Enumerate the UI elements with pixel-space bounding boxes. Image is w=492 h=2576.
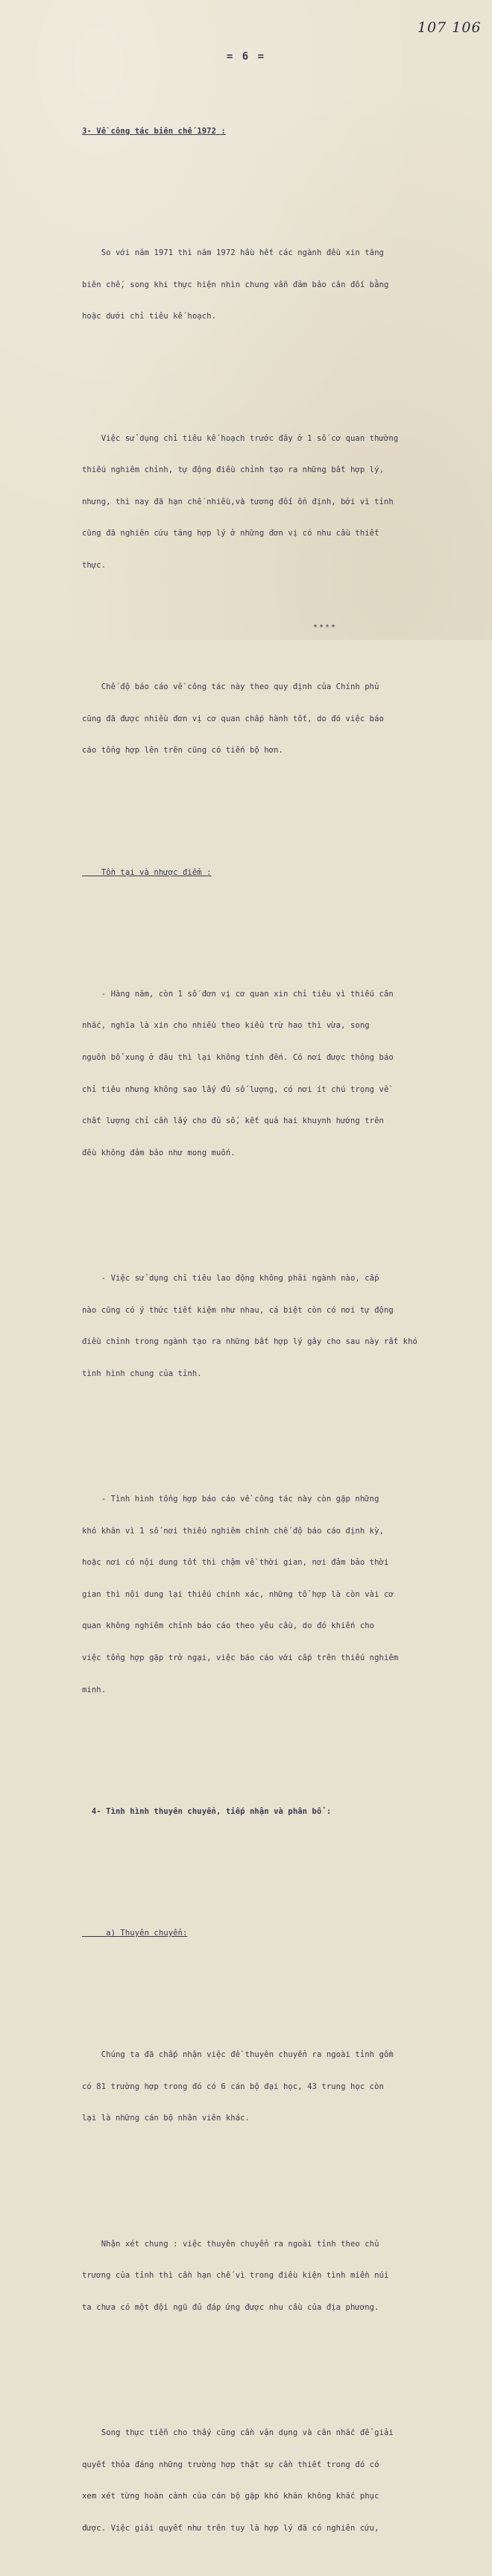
section-heading-bien-che [82,105,481,158]
text-line: cũng đã nghiên cứu tăng hợp lý ở những đơn vị có nhu cầu thiết [82,529,379,538]
text-line: So với năm 1971 thì năm 1972 hầu hết các ngành đều xin tăng [82,248,384,258]
text-line: 3- Về công tác biên chế 1972 : [82,127,226,136]
text-line: chất lượng chỉ cần lấy cho đủ số, kết quả hai khuynh hướng trên [82,1116,384,1126]
paragraph [82,1473,481,1717]
text-line: biên chế, song khi thực hiện nhìn chung vẫn đảm bảo cân đối bằng [82,280,389,289]
text-line: nguồn bổ xung ở đâu thì lại không tính đến. Có nơi được thông báo [82,1053,394,1063]
text-line: lại là những cán bộ nhân viên khác. [82,2114,250,2123]
paragraph [82,2029,481,2145]
section-heading-ton-tai [82,846,481,899]
paragraph [82,227,481,343]
text-line: thiếu nghiêm chỉnh, tự động điều chỉnh tạo ra những bất hợp lý, [82,465,384,475]
text-line: ta chưa có một đội ngũ đủ đáp ứng được nhu cầu của địa phương. [82,2302,379,2312]
text-line: hoặc dưới chỉ tiêu kế hoạch. [82,312,216,321]
subsection-heading [82,1907,481,1960]
text-line: Chúng ta đã chấp nhận việc đề thuyên chuyển ra ngoài tỉnh gồm [82,2050,394,2060]
text-line: đều không đảm bảo như mong muốn. [82,1148,236,1157]
text-line: - Tình hình tổng hợp báo cáo về công tác này còn gặp những [82,1495,379,1504]
text-line: Chế độ báo cáo về công tác này theo quy định của Chính phủ [82,682,379,692]
paragraph [82,2407,481,2555]
handwritten-page-number: 107 106 [417,19,482,36]
paragraph [82,2217,481,2334]
text-line: Tồn tại và nhược điểm : [82,867,212,877]
text-line: quyết thỏa đáng những trường hợp thật sự cần thiết trong đó có [82,2460,379,2469]
text-line: trương của tỉnh thì cần hạn chế vì trong điều kiện tình miền núi [82,2271,389,2281]
text-line: 4- Tình hình thuyên chuyển, tiếp nhận và phân bổ : [82,1806,332,1816]
text-line: tình hình chung của tỉnh. [82,1369,202,1378]
text-line: được. Việc giải quyết như trên tuy là hợp lý đã có nghiên cứu, [82,2523,379,2533]
text-line: Song thực tiễn cho thấy cũng cần vận dụng và cân nhắc để giải [82,2428,394,2438]
text-line: hoặc nơi có nội dung tốt thì chậm về thời gian, nơi đảm bảo thời [82,1558,389,1568]
text-line: nào cũng có ý thức tiết kiệm như nhau, cá biệt còn có nơi tự động [82,1305,394,1315]
text-line: xem xét từng hoàn cảnh của cán bộ gặp khó khăn không khắc phục [82,2492,379,2501]
text-line: Nhận xét chung : việc thuyên chuyển ra ngoài tỉnh theo chủ [82,2239,379,2249]
paragraph [82,967,481,1179]
text-line: chỉ tiêu nhưng không sao lấy đủ số lượng, có nơi ít chú trọng về [82,1084,389,1094]
paragraph [82,661,481,777]
text-line: nhắc, nghĩa là xin cho nhiều theo kiểu trừ hao thì vừa, song [82,1021,370,1031]
text-line: khó khăn vì 1 số nơi thiếu nghiêm chỉnh chế độ báo cáo định kỳ, [82,1526,384,1536]
text-line: cũng đã được nhiều đơn vị cơ quan chấp hành tốt, do đó việc báo [82,714,384,723]
text-line: việc tổng hợp gặp trở ngại, việc báo cáo với cấp trên thiếu nghiêm [82,1653,399,1663]
text-line: nhưng, thì nay đã hạn chế nhiều,và tương đối ổn định, bởi vì tỉnh [82,497,394,506]
text-line: - Việc sử dụng chỉ tiêu lao động không phải ngành nào, cấp [82,1274,379,1284]
footer-mark: **** [313,623,338,632]
text-line: thực. [82,561,107,571]
paragraph [82,1252,481,1401]
text-line: minh. [82,1685,107,1694]
text-line: điều chỉnh trong ngành tạo ra những bất hợp lý gây cho sau này rất khó [82,1337,417,1347]
section-heading-thuyen-chuyen [82,1785,481,1838]
paragraph [82,412,481,591]
page-number: = 6 = [226,51,266,63]
text-line: Việc sử dụng chỉ tiêu kế hoạch trước đây ở 1 số cơ quan thường [82,433,399,443]
text-line: có 81 trường hợp trong đó có 6 cán bộ đại học, 43 trung học còn [82,2082,384,2091]
text-line: gian thì nội dung lại thiếu chính xác, những tổ hợp là còn vài cơ [82,1589,394,1599]
document-body [82,73,481,2576]
text-line: quan không nghiêm chỉnh báo cáo theo yêu cầu, do đó khiến cho [82,1621,375,1631]
text-line: cáo tổng hợp lên trên cũng có tiến bộ hơn. [82,746,283,755]
text-line: - Hàng năm, còn 1 số đơn vị cơ quan xin chỉ tiêu vì thiếu cân [82,989,394,999]
text-line: a) Thuyên chuyển: [82,1929,188,1938]
